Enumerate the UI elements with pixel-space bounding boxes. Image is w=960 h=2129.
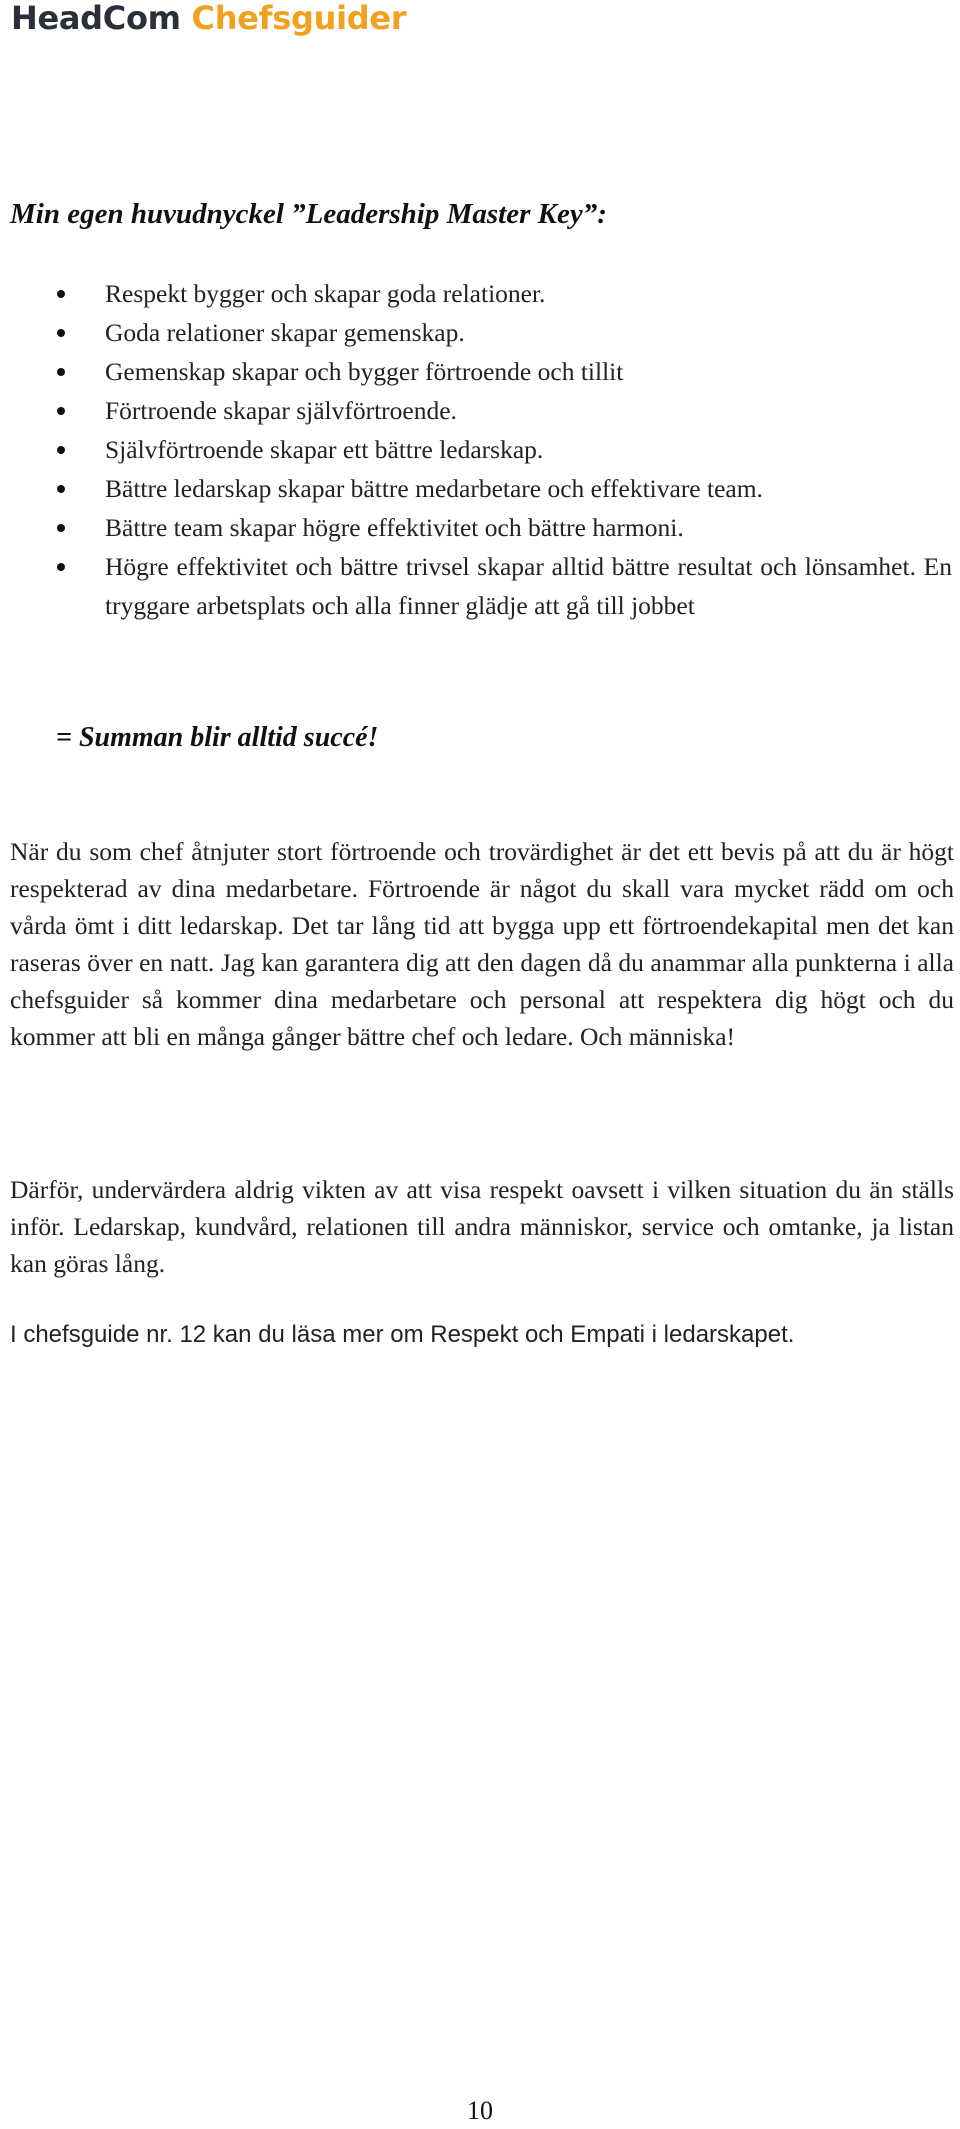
bullet-item: Bättre team skapar högre effektivitet och bättre harmoni. [0, 508, 960, 547]
bullet-item: Gemenskap skapar och bygger förtroende och tillit [0, 352, 960, 391]
bullet-item: Förtroende skapar självförtroende. [0, 391, 960, 430]
brand-name-part1: HeadCom [11, 0, 181, 37]
section-heading: Min egen huvudnyckel ”Leadership Master Key”: [10, 198, 607, 230]
bullet-item: Respekt bygger och skapar goda relationer. [0, 274, 960, 313]
bullet-item: Goda relationer skapar gemenskap. [0, 313, 960, 352]
summary-line: = Summan blir alltid succé! [56, 722, 379, 753]
page-number: 10 [467, 2096, 493, 2125]
bullet-item: Bättre ledarskap skapar bättre medarbetare och effektivare team. [0, 469, 960, 508]
brand-logo [11, 0, 406, 36]
reference-note: I chefsguide nr. 12 kan du läsa mer om Respekt och Empati i ledarskapet. [10, 1321, 795, 1348]
body-paragraph: Därför, undervärdera aldrig vikten av att visa respekt oavsett i vilken situation du än ställs inför. Ledarskap, kundvård, relationen till andra människor, service och omtanke, ja listan kan göras lång. [10, 1175, 954, 1278]
bullet-item: Självförtroende skapar ett bättre ledarskap. [0, 430, 960, 469]
brand-name-part2: Chefsguider [191, 0, 407, 37]
bullet-item: Högre effektivitet och bättre trivsel skapar alltid bättre resultat och lönsamhet. En tryggare arbetsplats och alla finner glädje att gå till jobbet [0, 547, 960, 625]
bullet-list [0, 274, 960, 625]
body-paragraph: När du som chef åtnjuter stort förtroende och trovärdighet är det ett bevis på att du är högt respekterad av dina medarbetare. Förtroende är något du skall vara mycket rädd om och vårda ömt i ditt ledarskap. Det tar lång tid att bygga upp ett förtroendekapital men det kan raseras över en natt. Jag kan garantera dig att den dagen då du anammar alla punkterna i alla chefsguider så kommer dina medarbetare och personal att respektera dig högt och du kommer att bli en många gånger bättre chef och ledare. Och människa! [10, 837, 954, 1051]
